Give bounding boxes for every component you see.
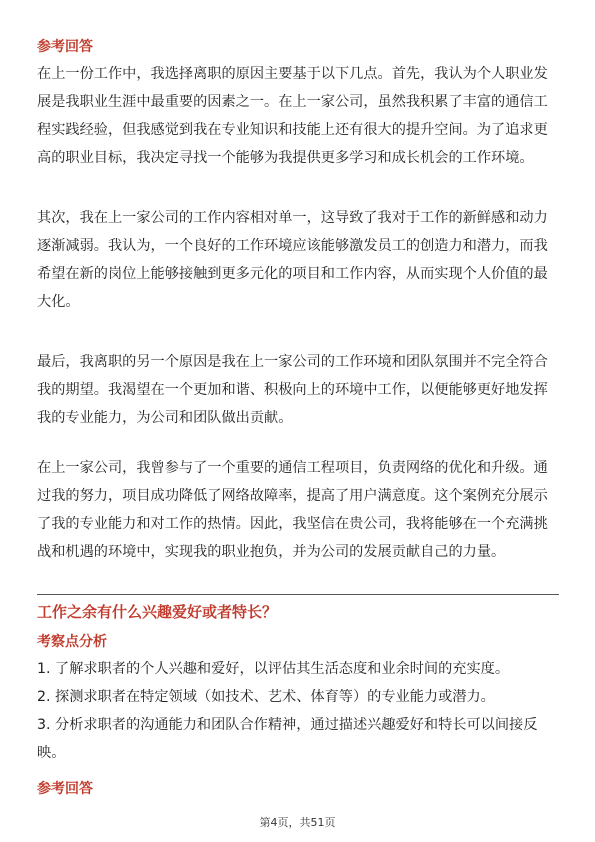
- answer-heading-2: 参考回答: [37, 781, 93, 797]
- paragraph-line: 其次，我在上一家公司的工作内容相对单一，这导致了我对于工作的新鲜感和动力: [37, 210, 548, 226]
- section-divider: [37, 594, 559, 595]
- answer-paragraph-2: [37, 204, 559, 316]
- analysis-point-continued: 映。: [37, 745, 66, 761]
- analysis-list: [37, 655, 559, 767]
- paragraph-line: 在上一家公司，我曾参与了一个重要的通信工程项目，负责网络的优化和升级。通: [37, 460, 548, 476]
- question-title: 工作之余有什么兴趣爱好或者特长？: [37, 603, 278, 621]
- paragraph-line: 逐渐减弱。我认为，一个良好的工作环境应该能够激发员工的创造力和潜力，而我: [37, 238, 548, 254]
- analysis-point: 1. 了解求职者的个人兴趣和爱好，以评估其生活态度和业余时间的充实度。: [37, 661, 510, 677]
- answer-paragraph-1: [37, 60, 559, 172]
- answer-paragraph-3: [37, 348, 559, 432]
- analysis-point: 3. 分析求职者的沟通能力和团队合作精神，通过描述兴趣爱好和特长可以间接反: [37, 717, 538, 733]
- analysis-point: 2. 探测求职者在特定领域（如技术、艺术、体育等）的专业能力或潜力。: [37, 689, 495, 705]
- paragraph-line: 在上一份工作中，我选择离职的原因主要基于以下几点。首先，我认为个人职业发: [37, 66, 548, 82]
- answer-paragraph-4: [37, 454, 559, 566]
- paragraph-line: 过我的努力，项目成功降低了网络故障率，提高了用户满意度。这个案例充分展示: [37, 488, 548, 504]
- paragraph-line: 最后，我离职的另一个原因是我在上一家公司的工作环境和团队氛围并不完全符合: [37, 354, 548, 370]
- paragraph-line: 希望在新的岗位上能够接触到更多元化的项目和工作内容，从而实现个人价值的最: [37, 266, 548, 282]
- analysis-heading: 考察点分析: [37, 634, 107, 650]
- paragraph-line: 我的专业能力，为公司和团队做出贡献。: [37, 410, 293, 426]
- paragraph-line: 了我的专业能力和对工作的热情。因此，我坚信在贵公司，我将能够在一个充满挑: [37, 516, 548, 532]
- paragraph-line: 高的职业目标，我决定寻找一个能够为我提供更多学习和成长机会的工作环境。: [37, 150, 534, 166]
- paragraph-line: 战和机遇的环境中，实现我的职业抱负，并为公司的发展贡献自己的力量。: [37, 544, 506, 560]
- page-number: 第4页，共51页: [259, 816, 336, 829]
- paragraph-line: 我的期望。我渴望在一个更加和谐、积极向上的环境中工作，以便能够更好地发挥: [37, 382, 548, 398]
- paragraph-line: 大化。: [37, 294, 80, 310]
- paragraph-line: 程实践经验，但我感觉到我在专业知识和技能上还有很大的提升空间。为了追求更: [37, 122, 548, 138]
- paragraph-line: 展是我职业生涯中最重要的因素之一。在上一家公司，虽然我积累了丰富的通信工: [37, 94, 548, 110]
- answer-heading: 参考回答: [37, 39, 93, 55]
